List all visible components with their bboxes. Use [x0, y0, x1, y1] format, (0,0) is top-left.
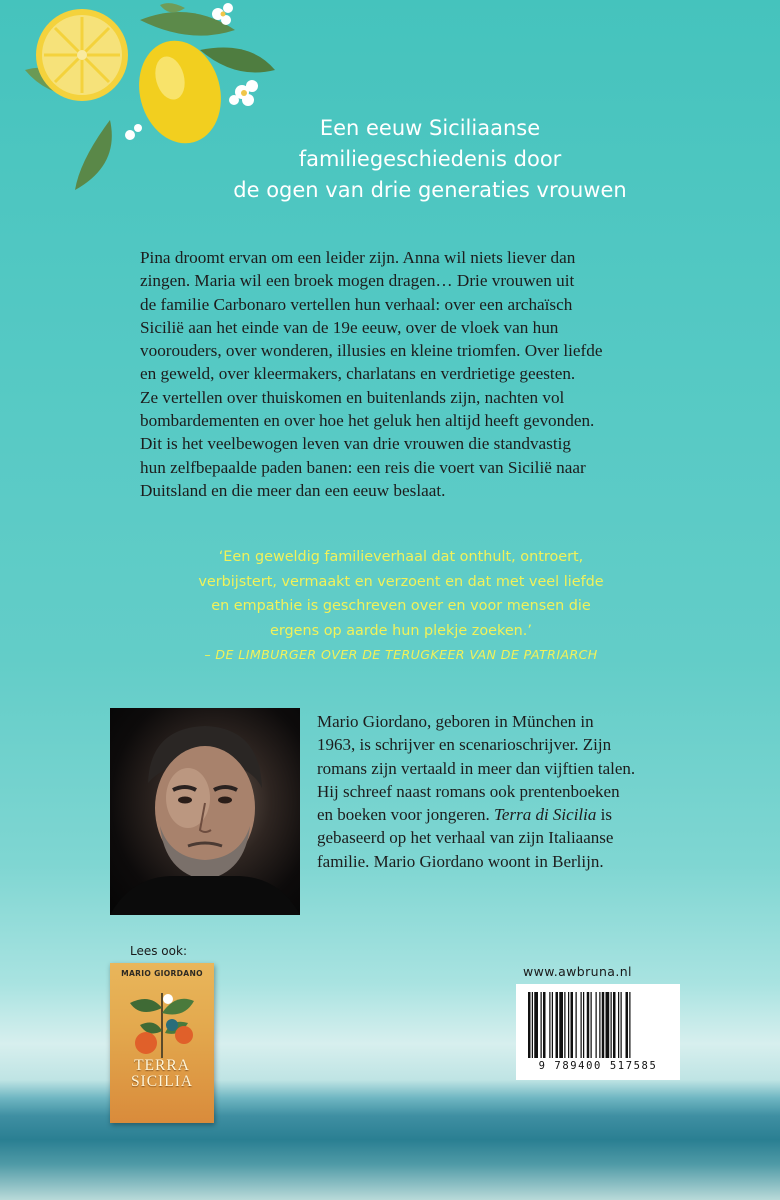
quote-line: ‘Een geweldig familieverhaal dat onthult, ontroert,	[218, 549, 584, 565]
blurb-text	[140, 246, 700, 502]
related-book-title-line: TERRA	[134, 1057, 190, 1074]
publisher-website[interactable]: www.awbruna.nl	[523, 964, 632, 979]
lees-ook-label: Lees ook:	[130, 944, 187, 958]
bio-line	[317, 803, 737, 826]
tagline-line: de ogen van drie generaties vrouwen	[233, 178, 627, 202]
barcode-bars	[528, 992, 668, 1058]
quote-line: verbijstert, vermaakt en verzoent en dat met veel liefde	[198, 573, 604, 590]
isbn-number: 9 789400 517585	[538, 1060, 658, 1072]
bio-line: romans zijn vertaald in meer dan vijftien talen.	[317, 758, 636, 778]
bio-line: Mario Giordano, geboren in München in	[317, 712, 594, 731]
author-bio	[317, 710, 737, 873]
bio-line: 1963, is schrijver en scenarioschrijver. Zijn	[317, 735, 612, 755]
tagline	[200, 113, 660, 206]
blurb-line: hun zelfbepaalde paden banen: een reis die voert van Sicilië naar	[140, 457, 586, 477]
blurb-line: Dit is het veelbewogen leven van drie vrouwen die standvastig	[140, 434, 571, 454]
bio-line: familie. Mario Giordano woont in Berlijn.	[317, 851, 604, 871]
orange-tree-illustration	[110, 963, 214, 1123]
tagline-line: familiegeschiedenis door	[298, 147, 562, 171]
bio-line: gebaseerd op het verhaal van zijn Italiaanse	[317, 828, 614, 848]
blurb-line: bombardementen en over hoe het geluk hen altijd heeft gevonden.	[140, 411, 595, 431]
related-book-title	[110, 1058, 214, 1090]
author-portrait-illustration	[110, 708, 300, 915]
related-book-cover[interactable]	[110, 963, 214, 1123]
bio-line-end: is	[600, 805, 612, 825]
blurb-line: voorouders, over wonderen, illusies en kleine triomfen. Over liefde	[140, 341, 603, 361]
review-quote	[120, 545, 682, 668]
quote-line: ergens op aarde hun plekje zoeken.’	[270, 622, 532, 639]
blurb-line: de familie Carbonaro vertellen hun verhaal: over een archaïsch	[140, 294, 573, 314]
quote-line: en empathie is geschreven over en voor mensen die	[211, 598, 591, 614]
blurb-line: Duitsland en die meer dan een eeuw beslaat.	[140, 480, 446, 500]
tagline-line: Een eeuw Siciliaanse	[319, 116, 541, 140]
blurb-line: zingen. Maria wil een broek mogen dragen… Drie vrouwen uit	[140, 271, 575, 291]
author-photo	[110, 708, 300, 915]
isbn-barcode	[516, 984, 680, 1080]
book-title: Terra di Sicilia	[494, 805, 597, 825]
blurb-line: Sicilië aan het einde van de 19e eeuw, over de vloek van hun	[140, 317, 559, 337]
blurb-line: Ze vertellen over thuiskomen en buitenlands zijn, nachten vol	[140, 387, 565, 407]
quote-attribution: – DE LIMBURGER OVER DE TERUGKEER VAN DE PATRIARCH	[204, 647, 598, 662]
blurb-line: en geweld, over kleermakers, charlatans en verdrietige geesten.	[140, 364, 576, 384]
blurb-line: Pina droomt ervan om een leider zijn. Anna wil niets liever dan	[140, 248, 576, 267]
related-book-author: MARIO GIORDANO	[121, 969, 203, 978]
bio-line: Hij schreef naast romans ook prentenboeken	[317, 781, 620, 801]
related-book-title-line: SICILIA	[130, 1073, 194, 1090]
bio-line-start: en boeken voor jongeren.	[317, 805, 490, 825]
